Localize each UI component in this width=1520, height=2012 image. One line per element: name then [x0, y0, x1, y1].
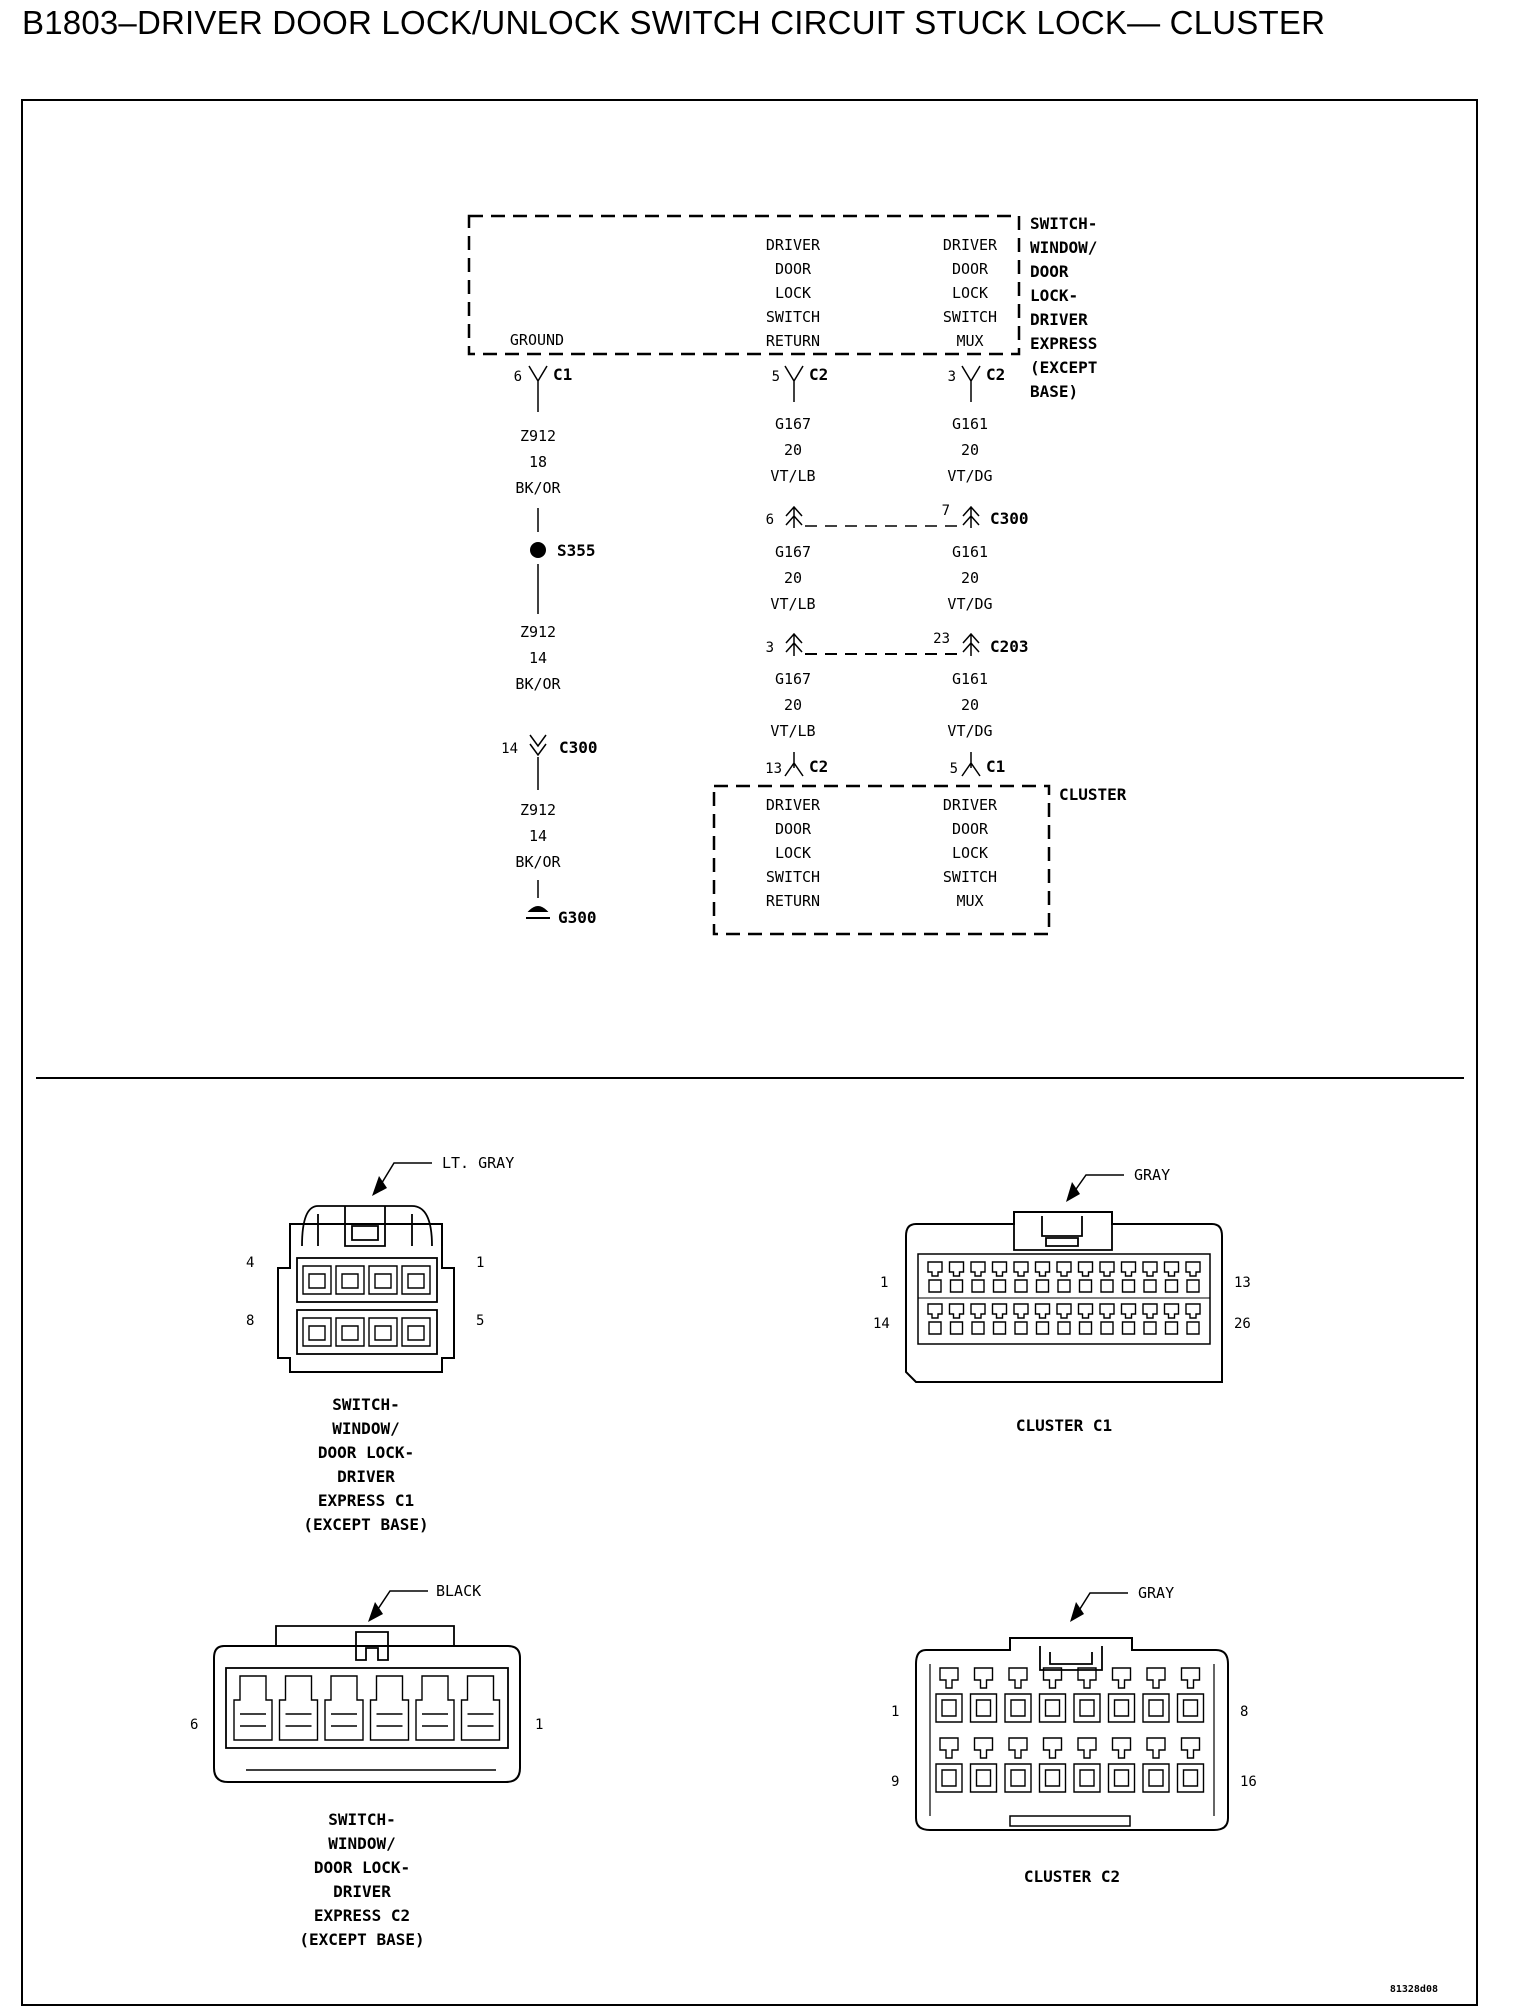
text-line: SWITCH-: [328, 1810, 396, 1829]
pin-number: 1: [535, 1717, 544, 1733]
cavity: [950, 1262, 964, 1292]
cavity: [1178, 1738, 1204, 1792]
connector-outline: [916, 1638, 1228, 1830]
text-line: DRIVER: [333, 1882, 391, 1901]
connector-label: C1: [986, 757, 1006, 776]
cavity: [1143, 1304, 1157, 1334]
text-line: VT/LB: [770, 595, 816, 613]
cavity: [993, 1262, 1007, 1292]
text-line: 20: [783, 441, 803, 459]
text-line: (EXCEPT: [1030, 358, 1098, 377]
text-line: 20: [783, 696, 803, 714]
text-line: VT/DG: [947, 595, 993, 613]
text-line: Z912: [519, 427, 557, 445]
terminal-fork: [962, 366, 980, 402]
cavity: [336, 1266, 364, 1294]
return-circuit: [765, 365, 828, 777]
cavity: [936, 1738, 962, 1792]
text-line: 20: [960, 696, 980, 714]
text-line: EXPRESS: [1030, 334, 1098, 353]
connector-label: C2: [809, 365, 829, 384]
latch: [302, 1206, 432, 1246]
connector-caption: [299, 1810, 424, 1949]
wire-label: [947, 670, 992, 740]
cavity: [1036, 1304, 1050, 1334]
text-line: WINDOW/: [332, 1419, 400, 1438]
text-line: VT/LB: [770, 722, 816, 740]
terminal-fork: [962, 752, 980, 776]
text-line: 14: [528, 649, 548, 667]
pin-number: 1: [880, 1275, 889, 1291]
text-line: BASE): [1030, 382, 1079, 401]
cavity: [1074, 1668, 1100, 1722]
text-line: 20: [960, 569, 980, 587]
latch: [1014, 1216, 1112, 1250]
cavity: [234, 1676, 272, 1740]
cavity: [1074, 1738, 1100, 1792]
text-line: SWITCH: [942, 308, 998, 326]
text-line: DRIVER: [942, 236, 998, 254]
cavity: [928, 1262, 942, 1292]
inline-connector-symbol: [786, 634, 802, 656]
wire-label: [770, 415, 815, 485]
cavity: [1014, 1304, 1028, 1334]
pin-number: 1: [476, 1255, 485, 1271]
cavity: [1100, 1304, 1114, 1334]
leader-arrow: [1066, 1182, 1080, 1202]
cavity-block-bottom: [297, 1310, 437, 1354]
text-line: BK/OR: [515, 675, 561, 693]
text-line: G167: [774, 670, 812, 688]
pin-number: 16: [1240, 1774, 1257, 1790]
text-line: (EXCEPT BASE): [303, 1515, 429, 1534]
latch: [1040, 1646, 1102, 1670]
connector-label: C203: [990, 637, 1029, 656]
pin-number: 13: [765, 761, 782, 777]
figure-id: 81328d08: [1389, 1984, 1438, 1995]
cluster-c2-connector: [891, 1584, 1257, 1886]
text-line: 14: [528, 827, 548, 845]
cluster-module-name: CLUSTER: [1059, 785, 1127, 804]
pin-number: 3: [765, 640, 774, 656]
mux-circuit: [933, 365, 1028, 777]
pin-number: 1: [891, 1704, 900, 1720]
connector-label: C2: [809, 757, 829, 776]
pin-number: 9: [891, 1774, 900, 1790]
cavity: [371, 1676, 409, 1740]
cavity: [402, 1318, 430, 1346]
pin-number: 5: [949, 761, 958, 777]
text-line: DRIVER: [337, 1467, 395, 1486]
cavity: [1005, 1668, 1031, 1722]
cavity: [1143, 1738, 1169, 1792]
connector-caption: [303, 1395, 428, 1534]
pin-number: 3: [947, 369, 956, 385]
text-line: G161: [951, 670, 989, 688]
text-line: BK/OR: [515, 853, 561, 871]
text-line: VT/DG: [947, 467, 993, 485]
cavity: [1186, 1262, 1200, 1292]
text-line: VT/LB: [770, 467, 816, 485]
connector-label: C300: [990, 509, 1029, 528]
connector-label: C2: [986, 365, 1006, 384]
side-rails: [930, 1664, 1214, 1816]
pin-number: 14: [501, 741, 518, 757]
cavity: [993, 1304, 1007, 1334]
cavity: [1057, 1304, 1071, 1334]
pin-number: 8: [1240, 1704, 1249, 1720]
text-line: (EXCEPT BASE): [299, 1930, 425, 1949]
color-label: GRAY: [1138, 1584, 1175, 1602]
cavity: [1143, 1668, 1169, 1722]
pin-number: 23: [933, 631, 950, 647]
color-leader: [380, 1163, 432, 1186]
cavity-block-top: [297, 1258, 437, 1302]
text-line: DOOR: [951, 820, 989, 838]
cavity-block: [226, 1668, 508, 1748]
cavity: [369, 1318, 397, 1346]
ground-label: G300: [558, 908, 597, 927]
text-line: Z912: [519, 623, 557, 641]
ground-circuit: [501, 365, 597, 927]
cavity: [1109, 1738, 1135, 1792]
cavity: [971, 1738, 997, 1792]
wire-label: [770, 670, 815, 740]
text-line: EXPRESS C1: [317, 1491, 415, 1510]
cavity: [1036, 1262, 1050, 1292]
inline-connector-symbol: [963, 634, 979, 656]
text-line: RETURN: [765, 332, 821, 350]
ground-label: GROUND: [509, 331, 565, 349]
pin-number: 5: [476, 1313, 485, 1329]
text-line: MUX: [956, 332, 984, 350]
cluster-return-label: [766, 796, 821, 910]
connector-label: C1: [553, 365, 573, 384]
cavity: [1040, 1668, 1066, 1722]
text-line: DOOR: [951, 260, 989, 278]
text-line: LOCK-: [1030, 286, 1079, 305]
text-line: BK/OR: [515, 479, 561, 497]
cavity: [1079, 1262, 1093, 1292]
cavity: [1165, 1262, 1179, 1292]
cavity: [928, 1304, 942, 1334]
text-line: WINDOW/: [1030, 238, 1098, 257]
text-line: SWITCH: [765, 308, 821, 326]
switch-mux-label: [943, 236, 998, 350]
wire-label: [947, 415, 992, 485]
cavity: [1100, 1262, 1114, 1292]
color-label: GRAY: [1134, 1166, 1171, 1184]
pin-number: 4: [246, 1255, 255, 1271]
text-line: DOOR: [774, 260, 812, 278]
wire-label: [515, 427, 561, 497]
cavity: [303, 1266, 331, 1294]
text-line: DOOR: [774, 820, 812, 838]
diagram-frame: [22, 100, 1477, 2005]
wire-label: [770, 543, 815, 613]
cavity: [402, 1266, 430, 1294]
cavity: [303, 1318, 331, 1346]
switch-c2-connector: [190, 1582, 543, 1949]
pin-number: 6: [513, 369, 522, 385]
cavity: [416, 1676, 454, 1740]
cavity: [1014, 1262, 1028, 1292]
text-line: LOCK: [951, 844, 989, 862]
text-line: G167: [774, 415, 812, 433]
text-line: G167: [774, 543, 812, 561]
terminal-fork: [785, 366, 803, 402]
text-line: EXPRESS C2: [313, 1906, 411, 1925]
text-line: DOOR: [1030, 262, 1069, 281]
splice-dot: [530, 542, 546, 558]
terminal-fork: [529, 366, 547, 412]
text-line: SWITCH: [942, 868, 998, 886]
cavity: [336, 1318, 364, 1346]
color-leader: [376, 1591, 428, 1612]
cavity: [462, 1676, 500, 1740]
cavity: [971, 1668, 997, 1722]
cavity: [1143, 1262, 1157, 1292]
text-line: 20: [960, 441, 980, 459]
switch-return-label: [766, 236, 821, 350]
text-line: 20: [783, 569, 803, 587]
cavity: [1186, 1304, 1200, 1334]
cavity: [1057, 1262, 1071, 1292]
pin-number: 6: [190, 1717, 199, 1733]
text-line: SWITCH-: [1030, 214, 1098, 233]
top-rib: [276, 1626, 454, 1646]
cavity: [1122, 1262, 1136, 1292]
inline-connector-symbol: [963, 507, 979, 528]
color-leader: [1078, 1593, 1128, 1612]
cavity: [1165, 1304, 1179, 1334]
terminal-fork: [785, 752, 803, 776]
cluster-c1-connector: [873, 1166, 1251, 1435]
text-line: LOCK: [774, 284, 812, 302]
inline-connector-symbol: [786, 507, 802, 528]
text-line: DOOR LOCK-: [317, 1443, 415, 1462]
cluster-module-box: [714, 786, 1049, 934]
cavity: [325, 1676, 363, 1740]
pin-number: 13: [1234, 1275, 1251, 1291]
text-line: DRIVER: [765, 796, 821, 814]
connector-caption: CLUSTER C2: [1023, 1867, 1121, 1886]
wire-label: [947, 543, 992, 613]
text-line: 18: [528, 453, 548, 471]
splice-label: S355: [557, 541, 596, 560]
cavity: [936, 1668, 962, 1722]
page-title: B1803–DRIVER DOOR LOCK/UNLOCK SWITCH CIRCUIT STUCK LOCK— CLUSTER: [22, 4, 1326, 41]
text-line: MUX: [956, 892, 984, 910]
text-line: SWITCH-: [332, 1395, 400, 1414]
cavity: [971, 1304, 985, 1334]
pin-number: 5: [771, 369, 780, 385]
pin-number: 7: [941, 503, 950, 519]
cavity: [369, 1266, 397, 1294]
cavity: [1079, 1304, 1093, 1334]
color-leader: [1074, 1175, 1124, 1192]
pin-number: 14: [873, 1316, 890, 1332]
text-line: DRIVER: [942, 796, 998, 814]
cavity: [1040, 1738, 1066, 1792]
color-label: LT. GRAY: [442, 1154, 515, 1172]
text-line: WINDOW/: [328, 1834, 396, 1853]
text-line: RETURN: [765, 892, 821, 910]
bottom-key: [1010, 1816, 1130, 1826]
wire-label: [515, 801, 561, 871]
wire-label: [515, 623, 561, 693]
text-line: G161: [951, 543, 989, 561]
color-label: BLACK: [436, 1582, 482, 1600]
text-line: VT/DG: [947, 722, 993, 740]
ground-symbol: [526, 907, 550, 918]
text-line: Z912: [519, 801, 557, 819]
cavity: [1005, 1738, 1031, 1792]
text-line: DRIVER: [765, 236, 821, 254]
connector-caption: CLUSTER C1: [1015, 1416, 1113, 1435]
text-line: DRIVER: [1030, 310, 1088, 329]
switch-module-name: [1030, 214, 1097, 401]
text-line: G161: [951, 415, 989, 433]
cavity: [1109, 1668, 1135, 1722]
cavity: [1122, 1304, 1136, 1334]
text-line: DOOR LOCK-: [313, 1858, 411, 1877]
cluster-module: [714, 785, 1127, 934]
pin-number: 6: [765, 512, 774, 528]
text-line: SWITCH: [765, 868, 821, 886]
pin-number: 8: [246, 1313, 255, 1329]
cluster-mux-label: [943, 796, 998, 910]
cavity: [971, 1262, 985, 1292]
connector-label: C300: [559, 738, 598, 757]
switch-c1-connector: [246, 1154, 514, 1534]
inline-connector-symbol: [530, 735, 546, 755]
text-line: LOCK: [774, 844, 812, 862]
pin-number: 26: [1234, 1316, 1251, 1332]
cavity: [280, 1676, 318, 1740]
cavity: [1178, 1668, 1204, 1722]
text-line: LOCK: [951, 284, 989, 302]
cavity: [950, 1304, 964, 1334]
